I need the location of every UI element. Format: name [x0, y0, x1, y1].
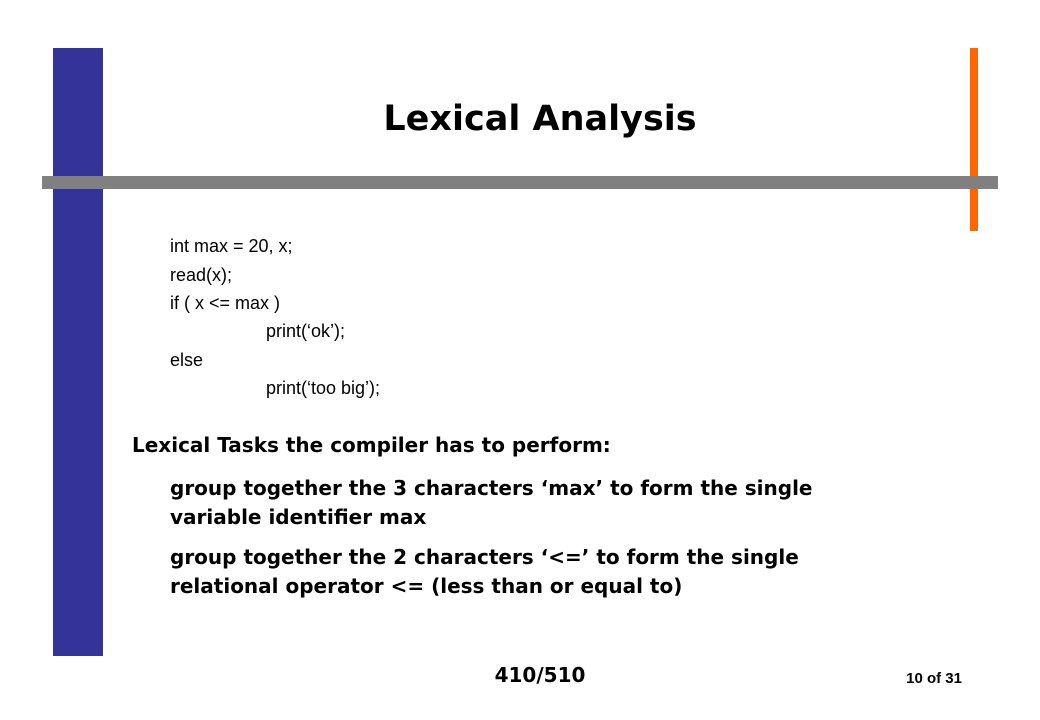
- bullet-line: group together the 3 characters ‘max’ to form the single: [170, 476, 813, 500]
- bullet-item: [170, 543, 960, 601]
- code-line: int max = 20, x;: [170, 236, 293, 256]
- course-footer: 410/510: [494, 663, 586, 687]
- code-line: print(‘too big’);: [266, 378, 381, 398]
- bullet-line: variable identifier max: [170, 505, 427, 529]
- code-line: else: [170, 350, 204, 370]
- slide-title: Lexical Analysis: [383, 99, 697, 139]
- title-divider-bar: [42, 176, 998, 189]
- code-line: print(‘ok’);: [266, 321, 346, 341]
- bullet-line: relational operator <= (less than or equal to): [170, 574, 683, 598]
- bullet-item: [170, 474, 960, 532]
- page-number: 10 of 31: [906, 670, 962, 687]
- bullet-line: group together the 2 characters ‘<=’ to form the single: [170, 545, 799, 569]
- code-line: if ( x <= max ): [170, 293, 281, 313]
- code-line: read(x);: [170, 265, 233, 285]
- tasks-heading: Lexical Tasks the compiler has to perform:: [132, 433, 611, 457]
